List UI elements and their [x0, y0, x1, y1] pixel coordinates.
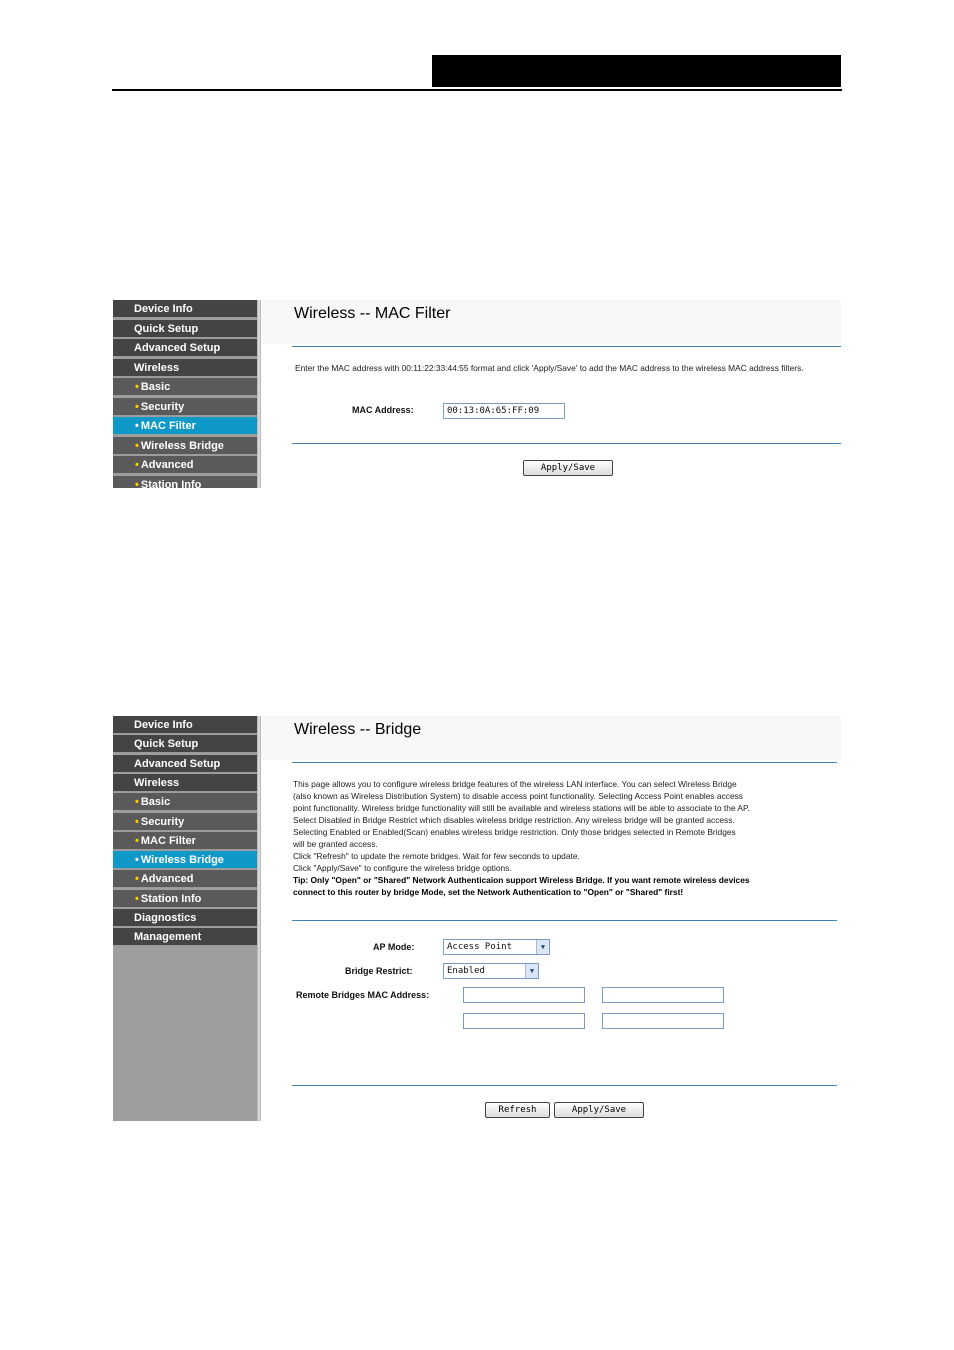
bridge-restrict-label: Bridge Restrict: [345, 966, 413, 976]
mac-address-input[interactable]: 00:13:0A:65:FF:09 [443, 403, 565, 419]
sidebar-divider [257, 300, 261, 488]
ap-mode-select[interactable]: Access Point ▼ [443, 939, 550, 955]
remote-mac-input-4[interactable] [602, 1013, 724, 1029]
bullet-icon: • [135, 459, 139, 471]
sidebar-item-wireless[interactable]: Wireless [113, 774, 257, 792]
chevron-down-icon: ▼ [536, 940, 549, 954]
bullet-icon: • [135, 796, 139, 809]
chevron-down-icon: ▼ [525, 964, 538, 978]
bullet-icon: • [135, 439, 139, 452]
bullet-icon: • [135, 420, 139, 432]
sidebar-item-device-info[interactable]: Device Info [113, 716, 257, 734]
tip-text: Tip: Only "Open" or "Shared" Network Authenticaion support Wireless Bridge. If you want remote wireless devices [293, 875, 750, 885]
mac-address-label: MAC Address: [352, 405, 414, 415]
remote-mac-input-1[interactable] [463, 987, 585, 1003]
sidebar-item-wireless-bridge[interactable]: • Wireless Bridge [113, 437, 257, 455]
sidebar-divider [257, 716, 261, 1121]
title-divider [292, 346, 841, 347]
form-divider [292, 1085, 837, 1086]
mac-filter-screenshot [113, 300, 841, 488]
bullet-icon: • [135, 478, 139, 488]
bullet-icon: • [135, 400, 139, 413]
sidebar-item-diagnostics[interactable]: Diagnostics [113, 909, 257, 927]
sidebar-item-wireless-bridge[interactable]: • Wireless Bridge [113, 851, 257, 869]
sidebar-item-quick-setup[interactable]: Quick Setup [113, 735, 257, 753]
form-divider [292, 443, 841, 444]
section-divider [292, 920, 837, 921]
bullet-icon: • [135, 834, 139, 847]
sidebar-item-advanced[interactable]: • Advanced [113, 456, 257, 474]
bullet-icon: • [135, 381, 139, 393]
refresh-button[interactable]: Refresh [485, 1102, 550, 1118]
sidebar-item-device-info[interactable]: Device Info [113, 300, 257, 318]
sidebar [113, 716, 257, 1121]
header-bar [432, 55, 841, 87]
bridge-description: This page allows you to configure wireless bridge features of the wireless LAN interface. You can select Wireless Bridge (also known as Wireless Distribution System) to disable access point functionality. Selecting Access Point enables access point functionality. Wireless bridge functionality will still be available and wireless stations will be able to associate to the AP. Select Disabled in Bridge Restrict which disables wireless bridge restriction. Any wireless bridge will be granted access. Selecting Enabled or Enabled(Scan) enables wireless bridge restriction. Only those bridges selected in Remote Bridges will be granted access. Click "Refresh" to update the remote bridges. Wait for few seconds to update. Click "Apply/Save" to configure the wireless bridge options. Tip: Only "Open" or "Shared" Network Authenticaion support Wireless Bridge. If you want remote wireless devices connect to this router by bridge Mode, set the Network Authentication to "Open" or "Shared" first! [293, 778, 841, 898]
sidebar-item-station-info[interactable]: • Station Info [113, 476, 257, 489]
bullet-icon: • [135, 892, 139, 905]
sidebar-item-quick-setup[interactable]: Quick Setup [113, 320, 257, 338]
main-content [262, 300, 841, 488]
main-content [262, 716, 841, 1121]
sidebar-item-security[interactable]: • Security [113, 398, 257, 416]
page-title: Wireless -- Bridge [294, 721, 422, 738]
mac-filter-description: Enter the MAC address with 00:11:22:33:44:55 format and click 'Apply/Save' to add the MAC address to the wireless MAC address filters. [295, 363, 804, 373]
sidebar-item-mac-filter[interactable]: • MAC Filter [113, 417, 257, 435]
title-divider [292, 762, 837, 763]
remote-mac-input-3[interactable] [463, 1013, 585, 1029]
remote-bridges-label: Remote Bridges MAC Address: [296, 990, 430, 1000]
sidebar-item-basic[interactable]: • Basic [113, 793, 257, 811]
header-rule [112, 89, 842, 91]
bridge-restrict-select[interactable]: Enabled ▼ [443, 963, 539, 979]
sidebar-item-basic[interactable]: • Basic [113, 378, 257, 396]
apply-save-button[interactable]: Apply/Save [554, 1102, 644, 1118]
sidebar-item-advanced[interactable]: • Advanced [113, 870, 257, 888]
bullet-icon: • [135, 815, 139, 828]
sidebar-item-wireless[interactable]: Wireless [113, 359, 257, 377]
wireless-bridge-screenshot [113, 716, 841, 1121]
sidebar-item-security[interactable]: • Security [113, 813, 257, 831]
sidebar-item-advanced-setup[interactable]: Advanced Setup [113, 755, 257, 773]
bullet-icon: • [135, 873, 139, 886]
sidebar [113, 300, 257, 488]
apply-save-button[interactable]: Apply/Save [523, 460, 613, 476]
sidebar-item-mac-filter[interactable]: • MAC Filter [113, 832, 257, 850]
page-title: Wireless -- MAC Filter [294, 305, 451, 322]
sidebar-item-management[interactable]: Management [113, 928, 257, 946]
ap-mode-label: AP Mode: [373, 942, 415, 952]
sidebar-item-station-info[interactable]: • Station Info [113, 890, 257, 908]
sidebar-item-advanced-setup[interactable]: Advanced Setup [113, 339, 257, 357]
bullet-icon: • [135, 854, 139, 867]
remote-mac-input-2[interactable] [602, 987, 724, 1003]
